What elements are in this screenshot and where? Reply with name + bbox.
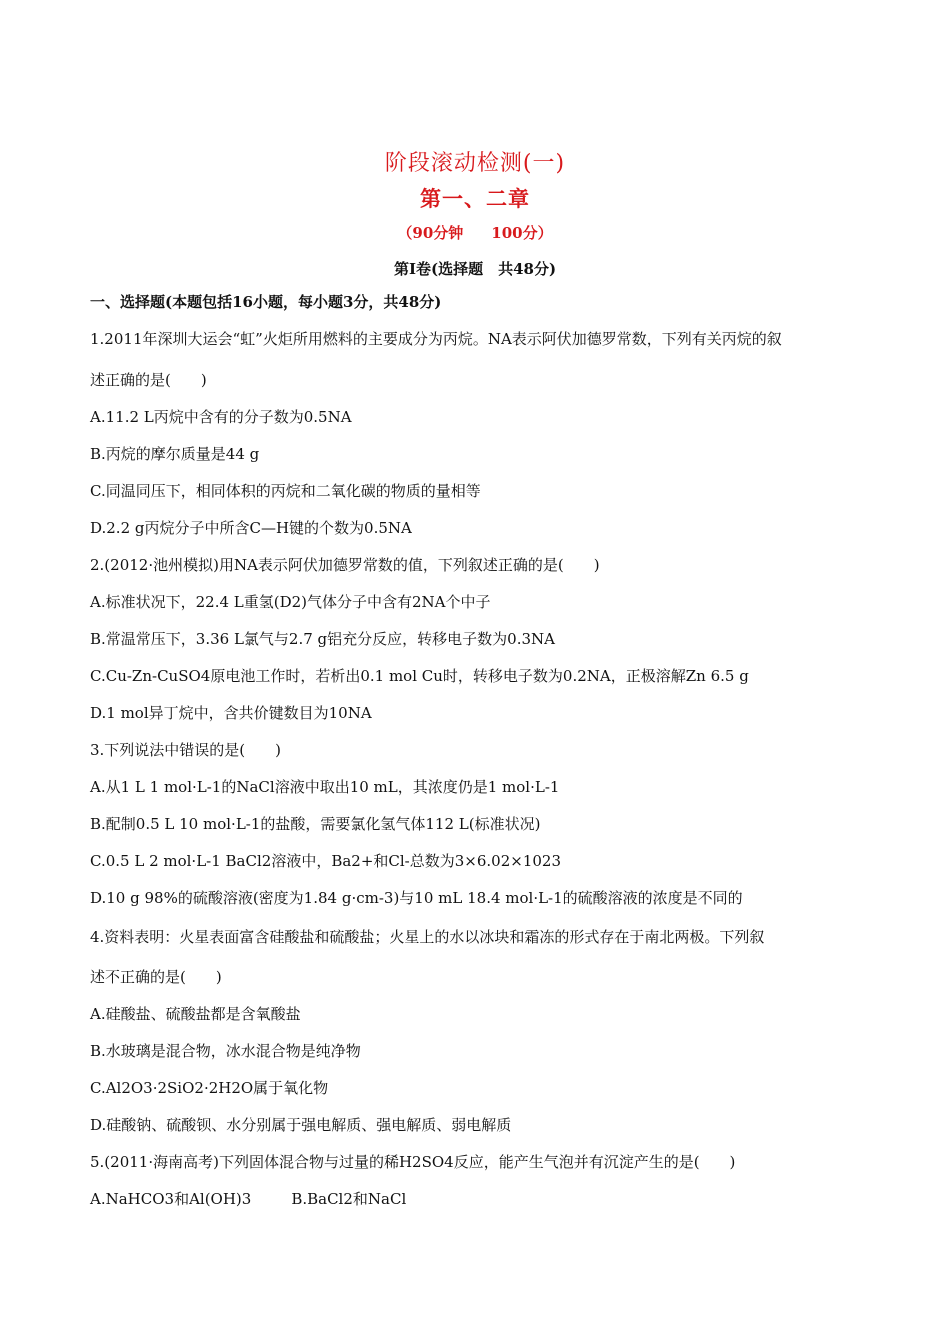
question-4-stem: 4.资料表明：火星表面富含硅酸盐和硫酸盐；火星上的水以冰块和霜冻的形式存在于南北两极。下列叙 bbox=[90, 928, 765, 946]
question-2-option-d: D.1 mol异丁烷中，含共价键数目为10NA bbox=[90, 704, 372, 722]
question-1-option-b: B.丙烷的摩尔质量是44 g bbox=[90, 445, 260, 463]
total-score: 100分） bbox=[491, 224, 553, 242]
question-3-option-d: D.10 g 98%的硫酸溶液(密度为1.84 g·cm-3)与10 mL 18.4 mol·L-1的硫酸溶液的浓度是不同的 bbox=[90, 889, 743, 907]
chapter-subtitle: 第一、二章 bbox=[420, 186, 530, 211]
question-1-option-d: D.2.2 g丙烷分子中所含C—H键的个数为0.5NA bbox=[90, 519, 412, 537]
question-2-option-a: A.标准状况下，22.4 L重氢(D2)气体分子中含有2NA个中子 bbox=[90, 593, 491, 611]
volume-heading: 第Ⅰ卷(选择题 共48分) bbox=[393, 260, 557, 278]
time-and-score bbox=[0, 222, 950, 243]
question-3-option-b: B.配制0.5 L 10 mol·L-1的盐酸，需要氯化氢气体112 L(标准状况) bbox=[90, 815, 541, 833]
question-4-option-c: C.Al2O3·2SiO2·2H2O属于氧化物 bbox=[90, 1079, 329, 1097]
question-4-option-b: B.水玻璃是混合物，冰水混合物是纯净物 bbox=[90, 1042, 361, 1060]
question-1-option-c: C.同温同压下，相同体积的丙烷和二氧化碳的物质的量相等 bbox=[90, 482, 481, 500]
question-3-option-a: A.从1 L 1 mol·L-1的NaCl溶液中取出10 mL，其浓度仍是1 mol·L-1 bbox=[90, 778, 560, 796]
question-1-option-a: A.11.2 L丙烷中含有的分子数为0.5NA bbox=[90, 408, 352, 426]
time-limit: （90分钟 bbox=[397, 224, 464, 242]
question-4-stem-cont: 述不正确的是( ) bbox=[90, 968, 222, 986]
question-3-stem: 3.下列说法中错误的是( ) bbox=[90, 741, 282, 759]
question-5-option-b: B.BaCl2和NaCl bbox=[291, 1190, 407, 1208]
question-2-option-c: C.Cu-Zn-CuSO4原电池工作时，若析出0.1 mol Cu时，转移电子数为0.2NA，正极溶解Zn 6.5 g bbox=[90, 667, 749, 685]
question-5-options-row bbox=[90, 1189, 406, 1209]
question-1-stem-cont: 述正确的是( ) bbox=[90, 371, 207, 389]
page-title: 阶段滚动检测(一) bbox=[384, 151, 566, 176]
question-4-option-a: A.硅酸盐、硫酸盐都是含氧酸盐 bbox=[90, 1005, 301, 1023]
question-2-stem: 2.(2012·池州模拟)用NA表示阿伏加德罗常数的值，下列叙述正确的是( ) bbox=[90, 556, 600, 574]
question-3-option-c: C.0.5 L 2 mol·L-1 BaCl2溶液中，Ba2+和Cl-总数为3×6.02×1023 bbox=[90, 852, 561, 870]
section-heading: 一、选择题(本题包括16小题，每小题3分，共48分) bbox=[90, 293, 442, 311]
question-1-stem: 1.2011年深圳大运会“虹”火炬所用燃料的主要成分为丙烷。NA表示阿伏加德罗常数，下列有关丙烷的叙 bbox=[90, 330, 782, 348]
question-4-option-d: D.硅酸钠、硫酸钡、水分别属于强电解质、强电解质、弱电解质 bbox=[90, 1116, 512, 1134]
question-5-stem: 5.(2011·海南高考)下列固体混合物与过量的稀H2SO4反应，能产生气泡并有沉淀产生的是( ) bbox=[90, 1153, 736, 1171]
question-5-option-a: A.NaHCO3和Al(OH)3 bbox=[90, 1190, 252, 1208]
question-2-option-b: B.常温常压下，3.36 L氯气与2.7 g铝充分反应，转移电子数为0.3NA bbox=[90, 630, 555, 648]
